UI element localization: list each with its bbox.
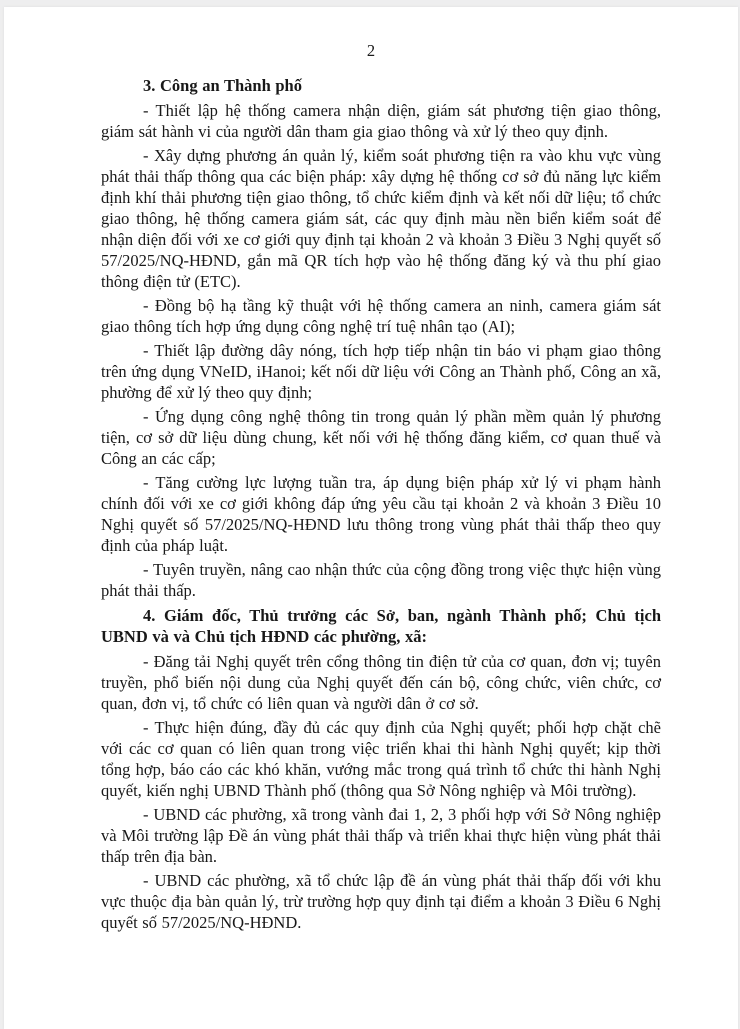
paragraph: - Ứng dụng công nghệ thông tin trong quản lý phần mềm quản lý phương tiện, cơ sở dữ liệu dùng chung, kết nối với hệ thống đăng kiểm, cơ quan thuế và Công an các cấp; (101, 407, 661, 468)
paragraph: - Tuyên truyền, nâng cao nhận thức của cộng đồng trong việc thực hiện vùng phát thải thấp. (101, 560, 661, 600)
paragraph: - UBND các phường, xã tổ chức lập đề án vùng phát thải thấp đối với khu vực thuộc địa bàn quản lý, trừ trường hợp quy định tại điểm a khoản 3 Điều 6 Nghị quyết số 57/2025/NQ-HĐND. (101, 871, 661, 932)
document-body (4, 75, 738, 933)
paragraph: - Đăng tải Nghị quyết trên cổng thông tin điện tử của cơ quan, đơn vị; tuyên truyền, phổ biến nội dung của Nghị quyết đến cán bộ, công chức, viên chức, cơ quan, đơn vị, tổ chức có liên quan và người dân ở cơ sở. (101, 652, 661, 713)
paragraph: - UBND các phường, xã trong vành đai 1, 2, 3 phối hợp với Sở Nông nghiệp và Môi trường lập Đề án vùng phát thải thấp và triển khai thực hiện vùng phát thải thấp trên địa bàn. (101, 805, 661, 866)
paragraph: - Thiết lập đường dây nóng, tích hợp tiếp nhận tin báo vi phạm giao thông trên ứng dụng VNeID, iHanoi; kết nối dữ liệu với Công an Thành phố, Công an xã, phường để xử lý theo quy định; (101, 341, 661, 402)
section-heading-3: 3. Công an Thành phố (143, 76, 302, 95)
paragraph: - Thiết lập hệ thống camera nhận diện, giám sát phương tiện giao thông, giám sát hành vi của người dân tham gia giao thông và xử lý theo quy định. (101, 101, 661, 141)
document-page (4, 7, 738, 1029)
paragraph: - Đồng bộ hạ tầng kỹ thuật với hệ thống camera an ninh, camera giám sát giao thông tích hợp ứng dụng công nghệ trí tuệ nhân tạo (AI); (101, 296, 661, 336)
paragraph: - Xây dựng phương án quản lý, kiểm soát phương tiện ra vào khu vực vùng phát thải thấp thông qua các biện pháp: xây dựng hệ thống cơ sở đủ năng lực kiểm định khí thải phương tiện giao thông, tổ chức kiểm định và kết nối dữ liệu; tổ chức giao thông, hệ thống camera giám sát, các quy định màu nền biển kiểm soát để nhận diện đối với xe cơ giới quy định tại khoản 2 và khoản 3 Điều 3 Nghị quyết số 57/2025/NQ-HĐND, gắn mã QR tích hợp vào hệ thống đăng ký và thu phí giao thông điện tử (ETC). (101, 146, 661, 291)
section-heading-4: 4. Giám đốc, Thủ trưởng các Sở, ban, ngành Thành phố; Chủ tịch UBND và và Chủ tịch HĐND các phường, xã: (101, 606, 661, 646)
page-number: 2 (366, 41, 376, 60)
paragraph: - Tăng cường lực lượng tuần tra, áp dụng biện pháp xử lý vi phạm hành chính đối với xe cơ giới không đáp ứng yêu cầu tại khoản 2 và khoản 3 Điều 10 Nghị quyết số 57/2025/NQ-HĐND lưu thông trong vùng phát thải thấp theo quy định của pháp luật. (101, 473, 661, 555)
paragraph: - Thực hiện đúng, đầy đủ các quy định của Nghị quyết; phối hợp chặt chẽ với các cơ quan có liên quan trong việc triển khai thi hành Nghị quyết; kịp thời tổng hợp, báo cáo các khó khăn, vướng mắc trong quá trình tổ chức thi hành Nghị quyết, kiến nghị UBND Thành phố (thông qua Sở Nông nghiệp và Môi trường). (101, 718, 661, 800)
